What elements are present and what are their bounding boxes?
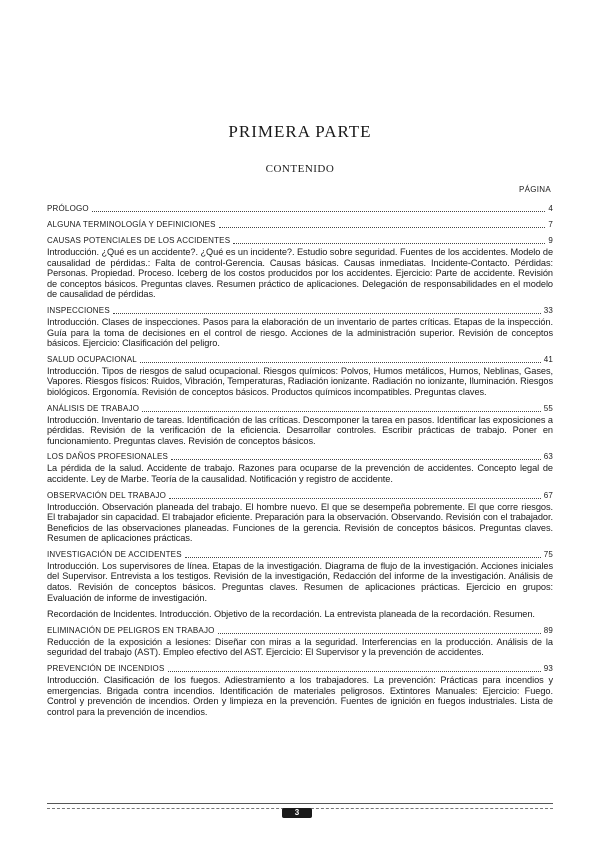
toc-entry-page: 41	[543, 354, 553, 364]
toc-entry-page: 67	[543, 490, 553, 500]
toc-entry-page: 55	[543, 403, 553, 413]
dot-leader	[218, 632, 541, 634]
toc-entry-description: Introducción. Clases de inspecciones. Pasos para la elaboración de un inventario de partes críticas. Etapas de la inspección. Guía para la toma de decisiones en el control de riesgo. Acciones de la administración superior. Revisión de conceptos básicos. Ejercicio: Clasificación del peligro.	[47, 316, 553, 349]
document-page	[47, 0, 553, 849]
toc-entry-title: PREVENCIÓN DE INCENDIOS	[47, 664, 165, 674]
page-column-label: PÁGINA	[518, 185, 551, 194]
toc-entry-description: Introducción. ¿Qué es un accidente?. ¿Qué es un incidente?. Estudio sobre seguridad. Fuentes de los accidentes. Modelo de causalidad de pérdidas.: Falta de control-Gerencia. Causas básicas. Causas inmediatas. Incidente-Contacto. Pérdidas: Personas. Propiedad. Proceso. Iceberg de los costos producidos por los accidentes. Ejercicio: Parte de accidente. Revisión de conceptos básicos. Preguntas claves. Resumen práctico de aplicaciones. Delegación de responsabilidades en el modelo de causalidad de pérdidas.	[47, 247, 553, 300]
toc-entry-description: Introducción. Inventario de tareas. Identificación de las críticas. Descomponer la tarea en pasos. Identificar las exposiciones a pérdidas. Revisión de la verificación de la eficiencia. Desarrollar controles. Escribir prácticas de trabajo. Poner en funcionamiento. Preguntas claves. Revisión de conceptos básicos.	[47, 414, 553, 446]
toc-entry-page: 89	[543, 625, 553, 635]
dot-leader	[140, 361, 541, 363]
toc-entry-heading	[47, 626, 553, 636]
dot-leader	[169, 497, 541, 499]
toc-entry-heading	[47, 204, 553, 214]
toc-entry-heading	[47, 355, 553, 365]
toc-entry-heading	[47, 404, 553, 414]
toc-entry-title: OBSERVACIÓN DEL TRABAJO	[47, 490, 167, 500]
dot-leader	[92, 210, 545, 212]
toc-entry-heading	[47, 452, 553, 462]
dot-leader	[219, 226, 546, 228]
toc-entry-title: CAUSAS POTENCIALES DE LOS ACCIDENTES	[47, 236, 231, 245]
toc-entry	[47, 220, 553, 230]
toc-entry-title: ELIMINACIÓN DE PELIGROS EN TRABAJO	[47, 625, 215, 635]
toc-entry	[47, 236, 553, 300]
toc-entry	[47, 664, 553, 717]
toc-entry-description-extra: Recordación de Incidentes. Introducción. Objetivo de la recordación. La entrevista planeada de la recordación. Resumen.	[47, 609, 535, 620]
toc-entry-page: 4	[548, 204, 553, 213]
toc-entry-title: ALGUNA TERMINOLOGÍA Y DEFINICIONES	[47, 220, 216, 229]
dot-leader	[233, 242, 545, 244]
toc-entry	[47, 491, 553, 544]
toc-entry	[47, 452, 553, 484]
toc-entry	[47, 204, 553, 214]
table-of-contents	[47, 204, 553, 723]
toc-entry-page: 63	[543, 452, 553, 462]
toc-entry-title: LOS DAÑOS PROFESIONALES	[47, 452, 169, 462]
toc-entry-description: Introducción. Los supervisores de línea. Etapas de la investigación. Diagrama de flujo de la investigación. Acciones iniciales del Supervisor. Entrevista a los testigos. Revisión de la investigación, Redacción del informe de la investigación. Análisis de datos. Revisión de conceptos básicos. Preguntas claves. Resumen de aplicaciones prácticas. Ejercicio en grupos: Evaluación de informe de investigación.	[47, 560, 553, 603]
toc-entry-heading	[47, 306, 553, 316]
dot-leader	[171, 458, 541, 460]
toc-entry-description: Introducción. Clasificación de los fuegos. Adiestramiento a los trabajadores. La prevención: Prácticas para incendios y emergencias. Brigada contra incendios. Identificación de materiales peligrosos. Extintores Manuales: Ejercicio: Fuego. Control y prevención de incendios. Orden y limpieza en la prevención. Fuentes de ignición en fuegos industriales. Lista de control para la prevención de incendios.	[47, 675, 553, 717]
toc-entry-title: PRÓLOGO	[47, 204, 89, 213]
toc-entry-heading	[47, 236, 553, 246]
toc-entry-page: 7	[548, 220, 553, 229]
toc-entry-heading	[47, 664, 553, 674]
dot-leader	[113, 312, 541, 314]
toc-entry-heading	[47, 220, 553, 230]
page-number: 3	[282, 808, 312, 818]
toc-entry-title: INVESTIGACIÓN DE ACCIDENTES	[47, 549, 182, 559]
toc-entry-title: SALUD OCUPACIONAL	[47, 354, 137, 364]
dot-leader	[142, 410, 541, 412]
toc-entry-page: 93	[543, 664, 553, 674]
toc-entry-page: 75	[543, 549, 553, 559]
toc-entry-heading	[47, 491, 553, 501]
toc-entry	[47, 626, 553, 658]
toc-entry	[47, 550, 553, 620]
toc-entry	[47, 404, 553, 447]
toc-entry-description: Introducción. Tipos de riesgos de salud ocupacional. Riesgos químicos: Polvos, Humos metálicos, Humos, Neblinas, Gases, Vapores. Riesgos físicos: Ruidos, Vibración, Temperaturas, Radiación ionizante. Radiación no ionizante, Iluminación. Riesgos biológicos. Ergonomía. Revisión de conceptos básicos. Productos químicos incompatibles. Preguntas claves.	[47, 365, 553, 397]
page-title: PRIMERA PARTE	[228, 122, 372, 141]
toc-entry-description: Reducción de la exposición a lesiones: Diseñar con miras a la seguridad. Interferencias en la producción. Análisis de la seguridad del trabajo (AST). Empleo efectivo del AST. Ejercicio: El Supervisor y la prevención de accidentes.	[47, 636, 553, 658]
toc-entry	[47, 306, 553, 349]
toc-entry-title: ANÁLISIS DE TRABAJO	[47, 403, 140, 413]
toc-entry-page: 33	[543, 305, 553, 315]
toc-entry-page: 9	[548, 236, 553, 245]
toc-entry-description: Introducción. Observación planeada del trabajo. El hombre nuevo. El que se desempeña pobremente. El que corre riesgos. El trabajador sin capacidad. El trabajador eficiente. Preparación para la observación. Observando. Revisión con el trabajador. Beneficios de las observaciones planeadas. Funciones de la gerencia. Revisión de conceptos básicos. Preguntas claves. Resumen de aplicaciones prácticas.	[47, 501, 553, 544]
toc-entry	[47, 355, 553, 398]
toc-entry-title: INSPECCIONES	[47, 305, 110, 315]
dot-leader	[185, 556, 541, 558]
toc-entry-heading	[47, 550, 553, 560]
contents-heading: CONTENIDO	[265, 163, 335, 175]
dot-leader	[168, 670, 541, 672]
toc-entry-description: La pérdida de la salud. Accidente de trabajo. Razones para ocuparse de la prevención de accidentes. Concepto legal de accidente. Ley de Marbe. Teoría de la causalidad. Notificación y registro de accidente.	[47, 463, 553, 484]
